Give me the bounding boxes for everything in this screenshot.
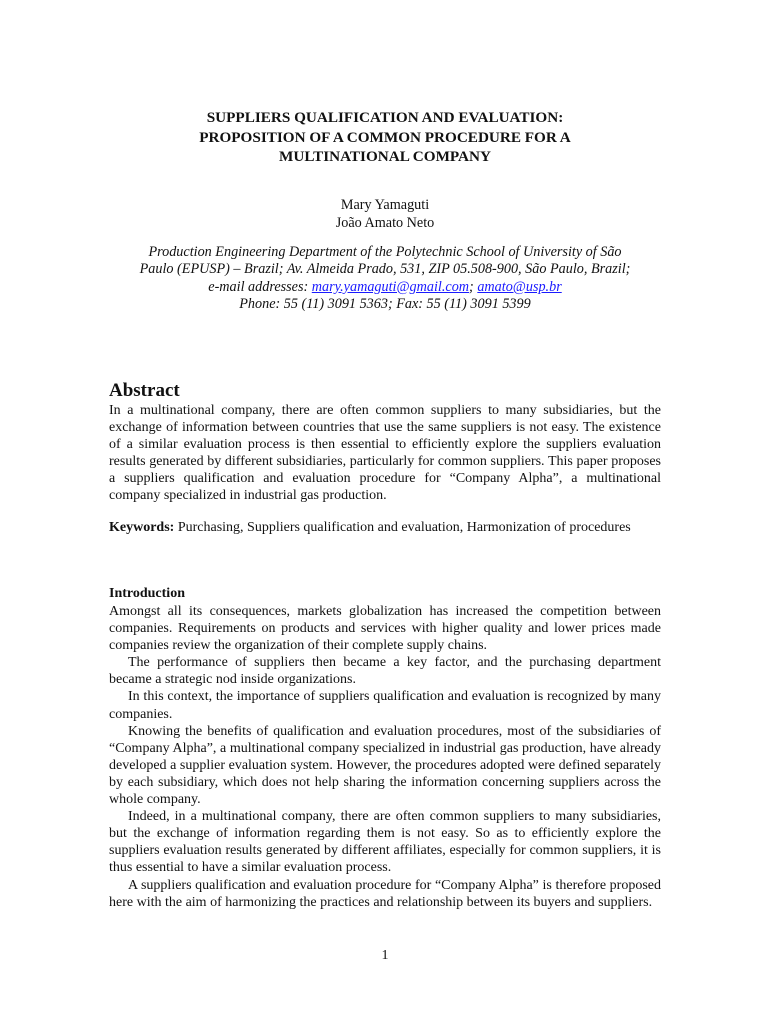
paragraph: Knowing the benefits of qualification and evaluation procedures, most of the subsidiaries of “Company Alpha”, a multinational company specialized in industrial gas production, have already developed a supplier evaluation system. However, the procedures adopted were defined separately by each subsidiary, which does not help sharing the information concerning suppliers across the whole company. — [109, 723, 661, 808]
paragraph: The performance of suppliers then became a key factor, and the purchasing department became a strategic nod inside organizations. — [109, 655, 661, 688]
title-line: SUPPLIERS QUALIFICATION AND EVALUATION: — [206, 109, 564, 126]
paragraph: Indeed, in a multinational company, there are often common suppliers to many subsidiaries, but the exchange of information regarding them is not easy. So as to efficiently explore the suppliers evaluation results generated by different affiliates, especially for common suppliers, it is thus essential to have a similar evaluation process. — [109, 809, 661, 876]
affiliation-block — [108, 244, 662, 314]
author-list — [120, 196, 650, 232]
abstract-body: In a multinational company, there are often common suppliers to many subsidiaries, but the exchange of information between countries that use the same suppliers is not easy. The existence of a similar evaluation process is then essential to efficiently explore the suppliers evaluation results generated by different subsidiaries, particularly for common suppliers. This paper proposes a suppliers qualification and evaluation procedure for “Company Alpha”, a multinational company specialized in industrial gas production. — [109, 403, 661, 504]
email-line — [108, 279, 662, 296]
author-name: João Amato Neto — [335, 215, 435, 231]
author-name: Mary Yamaguti — [340, 197, 430, 213]
email-separator: ; — [469, 278, 478, 295]
keywords-label: Keywords: — [109, 520, 175, 535]
keywords-block — [109, 519, 661, 536]
email-link-amato[interactable]: amato@usp.br — [477, 278, 562, 295]
email-prefix: e-mail addresses: — [208, 278, 312, 295]
introduction-body — [109, 603, 661, 911]
paper-title — [120, 108, 650, 167]
keywords-text: Purchasing, Suppliers qualification and evaluation, Harmonization of procedures — [174, 520, 631, 535]
introduction-heading: Introduction — [109, 586, 185, 601]
email-link-yamaguti[interactable]: mary.yamaguti@gmail.com — [311, 278, 470, 295]
paragraph: In this context, the importance of suppliers qualification and evaluation is recognized by many companies. — [109, 689, 661, 722]
phone-line: Phone: 55 (11) 3091 5363; Fax: 55 (11) 3091 5399 — [239, 296, 531, 313]
paragraph: A suppliers qualification and evaluation procedure for “Company Alpha” is therefore proposed here with the aim of harmonizing the practices and relationship between its buyers and suppliers. — [109, 877, 661, 910]
abstract-heading: Abstract — [109, 380, 180, 401]
title-line: PROPOSITION OF A COMMON PROCEDURE FOR A — [199, 128, 571, 146]
page-number: 1 — [381, 948, 389, 963]
affiliation-line: Paulo (EPUSP) – Brazil; Av. Almeida Prado, 531, ZIP 05.508-900, São Paulo, Brazil; — [139, 261, 631, 278]
paragraph: Amongst all its consequences, markets globalization has increased the competition between companies. Requirements on products and services with higher quality and lower prices made companies review the organization of their complete supply chains. — [109, 604, 661, 654]
title-line: MULTINATIONAL COMPANY — [279, 148, 491, 165]
affiliation-line: Production Engineering Department of the Polytechnic School of University of São — [148, 244, 622, 260]
